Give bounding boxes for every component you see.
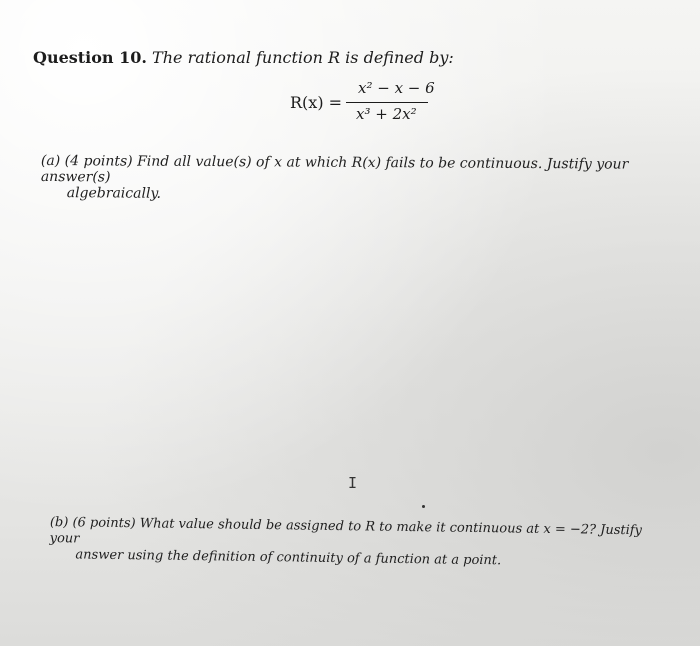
part-b-label: (b) (49, 515, 69, 531)
part-a-text-line1: Find all value(s) of x at which R(x) fails to be continuous. Justify your answer(s) (40, 153, 629, 186)
formula-lhs: R(x) = (290, 93, 343, 112)
formula-denominator: x³ + 2x² (356, 105, 417, 123)
part-a-label: (a) (40, 153, 61, 170)
rational-function-formula (290, 79, 440, 124)
question-heading (33, 48, 454, 67)
fraction-bar (346, 102, 428, 103)
part-b-points: (6 points) (72, 515, 136, 532)
part-b (49, 515, 670, 572)
text-cursor-icon: I (348, 474, 358, 492)
question-description: The rational function R is defined by: (152, 48, 454, 67)
part-a-text-line2: algebraically. (66, 185, 162, 202)
formula-numerator: x² − x − 6 (358, 79, 435, 97)
part-b-text-line1: What value should be assigned to R to make it continuous at x = −2? Justify your (49, 516, 643, 547)
part-b-text-line2: answer using the definition of continuity of a function at a point. (75, 547, 502, 569)
part-a (41, 153, 696, 205)
part-a-points: (4 points) (64, 153, 133, 170)
question-number: Question 10. (33, 48, 147, 67)
pen-dot (422, 505, 425, 508)
